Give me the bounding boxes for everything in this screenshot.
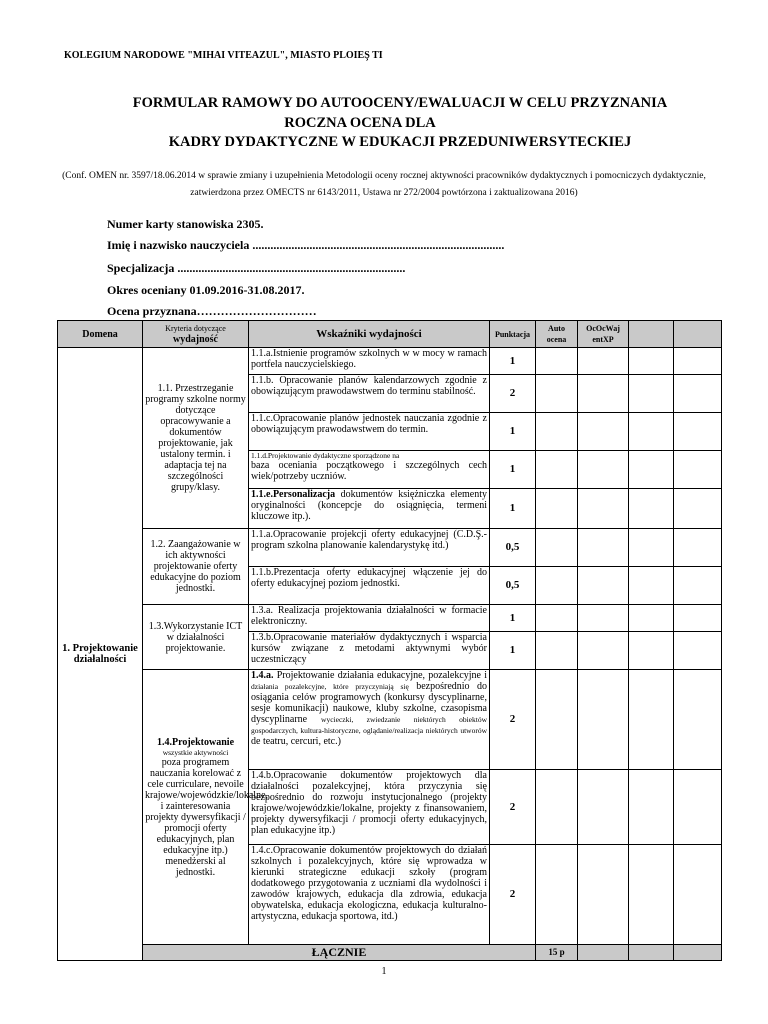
table-header-row [58,321,722,348]
empty-cell[interactable] [674,529,722,567]
empty-cell[interactable] [629,770,674,845]
criterion-1-4-text: poza programem nauczania korelować z cele curriculare, nevoile krajowe/wojewódzkie/lokalne, i zainteresowania projekty dywersyfikacji / promocji oferty edukacyjnych, plan edukacyjne itp.) menedżerski al jednostki. [145,756,269,878]
evaluation-period-field: Okres oceniany 01.09.2016-31.08.2017. [107,283,305,297]
points-cell: 0,5 [490,567,536,605]
empty-cell[interactable] [629,567,674,605]
institution-header: KOLEGIUM NARODOWE "MIHAI VITEAZUL", MIASTO PLOIEŞ TI [64,50,383,61]
empty-cell[interactable] [674,770,722,845]
total-empty-cell[interactable] [674,945,722,961]
card-number-field: Numer karty stanowiska 2305. [107,217,264,231]
self-assessment-cell[interactable] [536,348,578,375]
indicator-text: baza oceniania początkowego i szczególnych cech wiek/potrzeby uczniów. [251,460,487,482]
empty-cell[interactable] [629,348,674,375]
domain-cell: 1. Projektowanie działalności [58,348,143,961]
empty-cell[interactable] [674,605,722,632]
points-cell: 1 [490,413,536,451]
indicator-text-3: de teatru, cercuri, etc.) [251,736,341,747]
form-title-line-1: FORMULAR RAMOWY DO AUTOOCENY/EWALUACJI W CELU PRZYZNANIA [132,95,668,111]
commission-cell[interactable] [578,770,629,845]
indicator-bold-text: 1.4.a. [251,670,274,681]
self-assessment-cell[interactable] [536,375,578,413]
points-cell: 0,5 [490,529,536,567]
points-cell: 2 [490,670,536,770]
commission-cell[interactable] [578,529,629,567]
points-cell: 2 [490,375,536,413]
grade-field[interactable]: Ocena przyznana………………………… [107,304,317,318]
total-commission-cell[interactable] [629,945,674,961]
empty-cell[interactable] [674,489,722,529]
table-row [58,529,722,567]
criterion-1-2: 1.2. Zaangażowanie w ich aktywności projektowanie oferty edukacyjne do poziom jednostki. [143,529,249,605]
criterion-1-1: 1.1. Przestrzeganie programy szkolne normy dotyczące opracowywanie a dokumentów projektowanie, jak ustalony termin. i adaptacja tej na szczególności grupy/klasy. [143,348,249,529]
indicator-text: dokumentów księżniczka elementy oryginalności (koncepcje do osiągnięcia, termeni kluczowe itp.). [251,489,487,522]
commission-cell[interactable] [578,632,629,670]
empty-cell[interactable] [629,375,674,413]
empty-cell[interactable] [629,413,674,451]
indicator-small-text: 1.1.d.Projektowanie dydaktyczne sporządzone na [251,451,400,460]
indicator-text: Projektowanie działania edukacyjne, pozalekcyjne i [276,670,487,681]
commission-cell[interactable] [578,413,629,451]
empty-cell[interactable] [629,845,674,945]
self-assessment-cell[interactable] [536,489,578,529]
self-assessment-cell[interactable] [536,770,578,845]
specialization-field[interactable]: Specjalizacja ............................................................................ [107,261,406,275]
points-cell: 1 [490,489,536,529]
self-assessment-cell[interactable] [536,529,578,567]
indicator-cell: 1.1.b. Opracowanie planów kalendarzowych zgodnie z obowiązującym prawodawstwem do terminu stabilność. [249,375,490,413]
table-row [58,348,722,375]
form-title-line-2: ROCZNA OCENA DLA [284,115,436,131]
commission-cell[interactable] [578,670,629,770]
header-criteria-small: Kryteria dotyczące [165,324,226,333]
commission-cell[interactable] [578,845,629,945]
criterion-1-3: 1.3.Wykorzystanie ICT w działalności projektowanie. [143,605,249,670]
points-cell: 1 [490,632,536,670]
header-criteria-main: wydajność [172,334,218,345]
self-assessment-cell[interactable] [536,413,578,451]
teacher-name-field[interactable]: Imię i nazwisko nauczyciela .................................................................................... [107,238,505,252]
empty-cell[interactable] [674,567,722,605]
criterion-1-4-title: 1.4.Projektowanie [156,736,235,748]
commission-cell[interactable] [578,567,629,605]
header-domain: Domena [58,321,143,348]
page-number: 1 [381,966,387,977]
empty-cell[interactable] [674,451,722,489]
indicator-cell [249,451,490,489]
header-empty-1 [629,321,674,348]
empty-cell[interactable] [674,375,722,413]
form-title-line-3: KADRY DYDAKTYCZNE W EDUKACJI PRZEDUNIWERSYTECKIEJ [168,134,632,150]
self-assessment-cell[interactable] [536,670,578,770]
header-points: Punktacja [490,321,536,348]
legal-reference-line-2: zatwierdzona przez OMECTS nr 6143/2011, Ustawa nr 272/2004 powtórzona i zaktualizowana 2016) [190,188,578,198]
self-assessment-cell[interactable] [536,632,578,670]
total-points: 15 p [536,945,578,961]
header-self-assessment: Auto ocena [536,321,578,348]
self-assessment-cell[interactable] [536,845,578,945]
header-commission: OcOcWaj entXP [578,321,629,348]
indicator-cell: 1.3.a. Realizacja projektowania działalności w formacie elektroniczny. [249,605,490,632]
empty-cell[interactable] [674,413,722,451]
header-empty-2 [674,321,722,348]
empty-cell[interactable] [674,348,722,375]
indicator-cell: 1.1.b.Prezentacja oferty edukacyjnej włączenie jej do oferty edukacyjnej poziom jednostki. [249,567,490,605]
indicator-text-2: bezpośrednio do osiągania celów programowych (konkursy dyscyplinarne, sesje komunikacji) naukowe, kluby szkolne, czasopisma dyscyplinarne [251,681,487,725]
table-row [58,605,722,632]
total-row [58,945,722,961]
legal-reference-line-1: (Conf. OMEN nr. 3597/18.06.2014 w sprawie zmiany i uzupełnienia Metodologii oceny rocznej aktywności pracowników dydaktycznych i pomocniczych dydaktycznie, [62,171,706,181]
points-cell: 1 [490,451,536,489]
self-assessment-cell[interactable] [536,451,578,489]
indicator-cell [249,489,490,529]
empty-cell[interactable] [674,845,722,945]
header-criteria [143,321,249,348]
indicator-small-text: działania pozalekcyjne, które przyczyniają się [251,682,409,691]
indicator-cell: 1.4.b.Opracowanie dokumentów projektowych dla działalności pozalekcyjnej, która przyczynia się bezpośrednio do rozwoju instytucjonalnego (projekty krajowe/wojewódzkie/lokalne, projekty z finansowaniem, projekty dywersyfikacji / promocji oferty edukacyjnych, plan edukacyjne itp.) [249,770,490,845]
indicator-cell [249,670,490,770]
indicator-cell: 1.3.b.Opracowanie materiałów dydaktycznych i wsparcia kursów związane z metodami aktywnymi wybór uczestniczący [249,632,490,670]
empty-cell[interactable] [629,670,674,770]
indicator-cell: 1.4.c.Opracowanie dokumentów projektowych do działań szkolnych i pozalekcyjnych, które się wprowadza w kierunki strategiczne edukacji szkoły (program dodatkowego przygotowania z uczniami dla wydolności i zawodów krajowych, edukacja dla zdrowia, edukacja obywatelska, edukacja ekologiczna, edukacja kulturalno-artystyczna, edukacja sportowa, itd.) [249,845,490,945]
indicator-small-text-2: wycieczki, zwiedzanie niektórych obiektów gospodarczych, kultura-historyczne, oglądanie/realizacja niektórych utworów [251,715,487,735]
indicator-bold-text: 1.1.e.Personalizacja [251,489,336,500]
points-cell: 2 [490,770,536,845]
self-assessment-cell[interactable] [536,605,578,632]
points-cell: 2 [490,845,536,945]
empty-cell[interactable] [629,451,674,489]
commission-cell[interactable] [578,348,629,375]
points-cell: 1 [490,605,536,632]
table-row [58,670,722,770]
commission-cell[interactable] [578,375,629,413]
indicator-cell: 1.1.c.Opracowanie planów jednostek nauczania zgodnie z obowiązującym prawodawstwem do termin. [249,413,490,451]
total-label: ŁĄCZNIE [143,945,536,961]
empty-cell[interactable] [629,489,674,529]
criterion-1-4-small: wszystkie aktywności [162,747,229,757]
commission-cell[interactable] [578,605,629,632]
commission-cell[interactable] [578,489,629,529]
indicator-cell: 1.1.a.Opracowanie projekcji oferty edukacyjnej (C.D.Ş.- program szkolna planowanie kalendarystykę itd.) [249,529,490,567]
empty-cell[interactable] [629,632,674,670]
points-cell: 1 [490,348,536,375]
empty-cell[interactable] [674,632,722,670]
header-indicators: Wskaźniki wydajności [249,321,490,348]
empty-cell[interactable] [674,670,722,770]
indicator-cell: 1.1.a.Istnienie programów szkolnych w w mocy w ramach portfela nauczycielskiego. [249,348,490,375]
empty-cell[interactable] [629,529,674,567]
self-assessment-cell[interactable] [536,567,578,605]
evaluation-table [57,320,722,961]
empty-cell[interactable] [629,605,674,632]
total-self-cell[interactable] [578,945,629,961]
commission-cell[interactable] [578,451,629,489]
